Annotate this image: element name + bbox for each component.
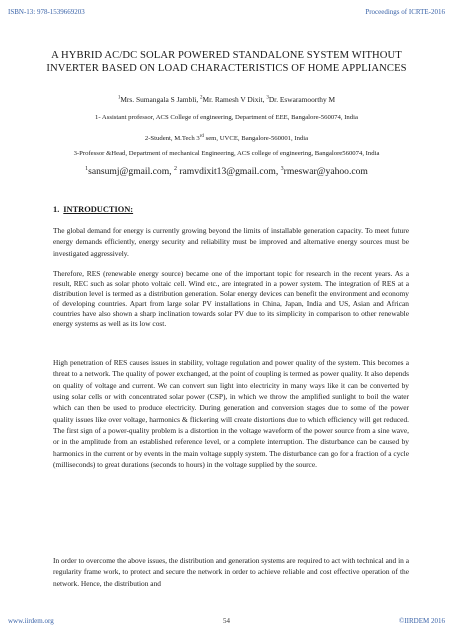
page-number: 54 bbox=[223, 617, 230, 625]
paragraph-2: Therefore, RES (renewable energy source) became one of the important topic for research in the recent years. As a result, REC such as solar photo voltaic cell. Wind etc., are integrated in a power system. The integration of RES at a distribution level is termed as a distribution generation. Solar energy devices can benefit the environment and economy of developing countries. Apart from large solar PV installations in China, Japan, India and US, Asian and African countries have also shown a sharp inclination towards solar PV due to its simplicity in comparison to other renewable energy systems as well as its low cost. bbox=[53, 269, 409, 328]
author-line bbox=[0, 95, 453, 104]
section-title: INTRODUCTION: bbox=[63, 205, 134, 214]
footer-copyright: ©IIRDEM 2016 bbox=[399, 617, 445, 625]
paragraph-4: In order to overcome the above issues, the distribution and generation systems are required to act with technical and in a regularity frame work, to protect and secure the network in order to achieve reliable and cost effective operation of the network. Hence, the distribution and bbox=[53, 556, 409, 588]
affiliation-2-text-b: sem, UVCE, Bangalore-560001, India bbox=[203, 135, 309, 143]
affiliation-2 bbox=[30, 133, 423, 144]
author-1: Mrs. Sumangala S Jambli, bbox=[120, 95, 201, 104]
author-3: Dr. Eswaramoorthy M bbox=[268, 95, 336, 104]
paragraph-3: High penetration of RES causes issues in stability, voltage regulation and power quality of the system. This becomes a threat to a network. The quality of power exchanged, at the point of coupling is termed as power quality. It also depends on quality of voltage and current. We can convert sun light into electricity in many ways like it can be converted by using solar cells or with concentrated solar power (CSP), in which we throw the amplified sunlight to boil the water which can then be used to produce electricity. During generation and conversion stages due to some of the power quality issues like over voltage, harmonics & flickering will create distortions due to which efficiency will get reduced. The first sign of a power-quality problem is a distortion in the voltage waveform of the power source from a sine wave, or in the amplitude from an established reference level, or a complete interruption. The disturbance can be caused by harmonics in the current or by events in the main voltage supply system. The disturbance can go for a fraction of a cycle (milliseconds) to great durations (seconds to hours) in the voltage supplied by the source. bbox=[53, 358, 409, 470]
affiliation-1: 1- Assistant professor, ACS College of engineering, Department of EEE, Bangalore-560074, India bbox=[95, 114, 358, 121]
header-proceedings: Proceedings of ICRTE-2016 bbox=[365, 8, 445, 16]
section-number: 1. bbox=[53, 205, 60, 214]
affiliation-2-text-a: 2-Student, M.Tech 3 bbox=[144, 135, 200, 143]
email-1-marker: 1 bbox=[85, 166, 89, 172]
author-1-marker: 1 bbox=[117, 95, 121, 101]
affiliation-2-sup: rd bbox=[199, 134, 204, 139]
section-heading bbox=[53, 205, 133, 214]
email-3-marker: 3 bbox=[280, 166, 284, 172]
email-2: ramvdixit13@gmail.com, bbox=[176, 166, 281, 178]
paper-title: A HYBRID AC/DC SOLAR POWERED STANDALONE SYSTEM WITHOUT INVERTER BASED ON LOAD CHARACTERISTICS OF HOME APPLIANCES bbox=[46, 50, 407, 74]
author-2-marker: 2 bbox=[200, 95, 203, 101]
email-3: rmeswar@yahoo.com bbox=[283, 166, 368, 178]
affiliation-3: 3-Professor &Head, Department of mechanical Engineering, ACS college of engineering, Bangalore560074, India bbox=[73, 150, 380, 157]
email-line bbox=[0, 166, 453, 177]
footer-website: www.iirdem.org bbox=[8, 617, 54, 625]
header-isbn: ISBN-13: 978-1539669203 bbox=[8, 8, 85, 16]
email-2-marker: 2 bbox=[173, 166, 177, 172]
email-1: sansumj@gmail.com, bbox=[88, 166, 174, 178]
author-3-marker: 3 bbox=[266, 95, 269, 101]
paragraph-1: The global demand for energy is currently growing beyond the limits of installable generation capacity. To meet future energy demands efficiently, energy security and reliability must be improved and alternative energy sources must be investigated aggressively. bbox=[53, 226, 409, 258]
author-2: Mr. Ramesh V Dixit, bbox=[202, 95, 267, 104]
